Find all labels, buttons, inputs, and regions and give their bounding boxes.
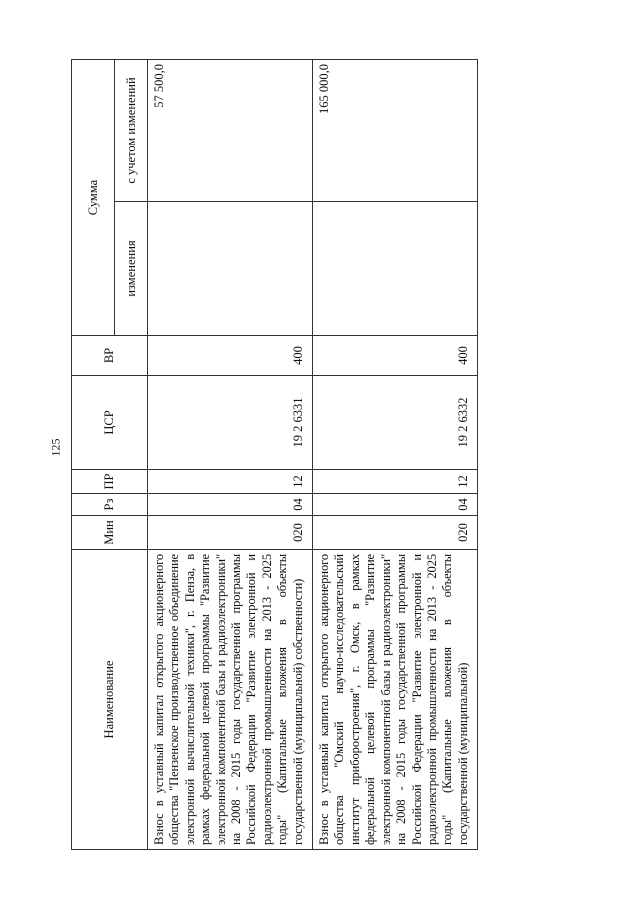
row-vr: 400 bbox=[148, 336, 313, 376]
header-sum: Сумма bbox=[72, 60, 115, 336]
header-name: Наименование bbox=[72, 550, 148, 850]
row-changes bbox=[313, 202, 478, 336]
row-changes bbox=[148, 202, 313, 336]
budget-table bbox=[71, 59, 478, 850]
row-name: Взнос в уставный капитал открытого акционерного общества "Пензенское производственное объединение электронной вычислительной техники", г. Пенза, в рамках федеральной целевой программы "Развитие электронной компонентной базы и радиоэлектроники" на 2008 - 2015 годы государственной программы Российской Федерации "Развитие электронной и радиоэлектронной промышленности на 2013 - 2025 годы" (Капитальные вложения в объекты государственной (муниципальной) собственности) bbox=[148, 550, 313, 850]
row-with-changes: 57 500,0 bbox=[148, 60, 313, 202]
header-pr: ПР bbox=[72, 470, 148, 494]
header-csr: ЦСР bbox=[72, 376, 148, 470]
row-pr: 12 bbox=[148, 470, 313, 494]
row-pr: 12 bbox=[313, 470, 478, 494]
row-rz: 04 bbox=[313, 494, 478, 516]
rotated-page-content bbox=[71, 60, 591, 850]
row-vr: 400 bbox=[313, 336, 478, 376]
row-csr: 19 2 6331 bbox=[148, 376, 313, 470]
row-with-changes: 165 000,0 bbox=[313, 60, 478, 202]
header-rz: Рз bbox=[72, 494, 148, 516]
row-name: Взнос в уставный капитал открытого акционерного общества "Омский научно-исследовательский институт приборостроения", г. Омск, в рамках федеральной целевой программы "Развитие электронной компонентной базы и радиоэлектроники" на 2008 - 2015 годы государственной программы Российской Федерации "Развитие электронной и радиоэлектронной промышленности на 2013 - 2025 годы" (Капитальные вложения в объекты государственной (муниципальной) bbox=[313, 550, 478, 850]
header-vr: ВР bbox=[72, 336, 148, 376]
row-min: 020 bbox=[148, 516, 313, 550]
page-number: 125 bbox=[48, 438, 63, 457]
row-min: 020 bbox=[313, 516, 478, 550]
table-header bbox=[72, 60, 148, 850]
header-min: Мин bbox=[72, 516, 148, 550]
header-with-changes: с учетом изменений bbox=[115, 60, 148, 202]
row-csr: 19 2 6332 bbox=[313, 376, 478, 470]
row-rz: 04 bbox=[148, 494, 313, 516]
table-row bbox=[313, 60, 478, 850]
header-changes: изменения bbox=[115, 202, 148, 336]
table-row bbox=[148, 60, 313, 850]
